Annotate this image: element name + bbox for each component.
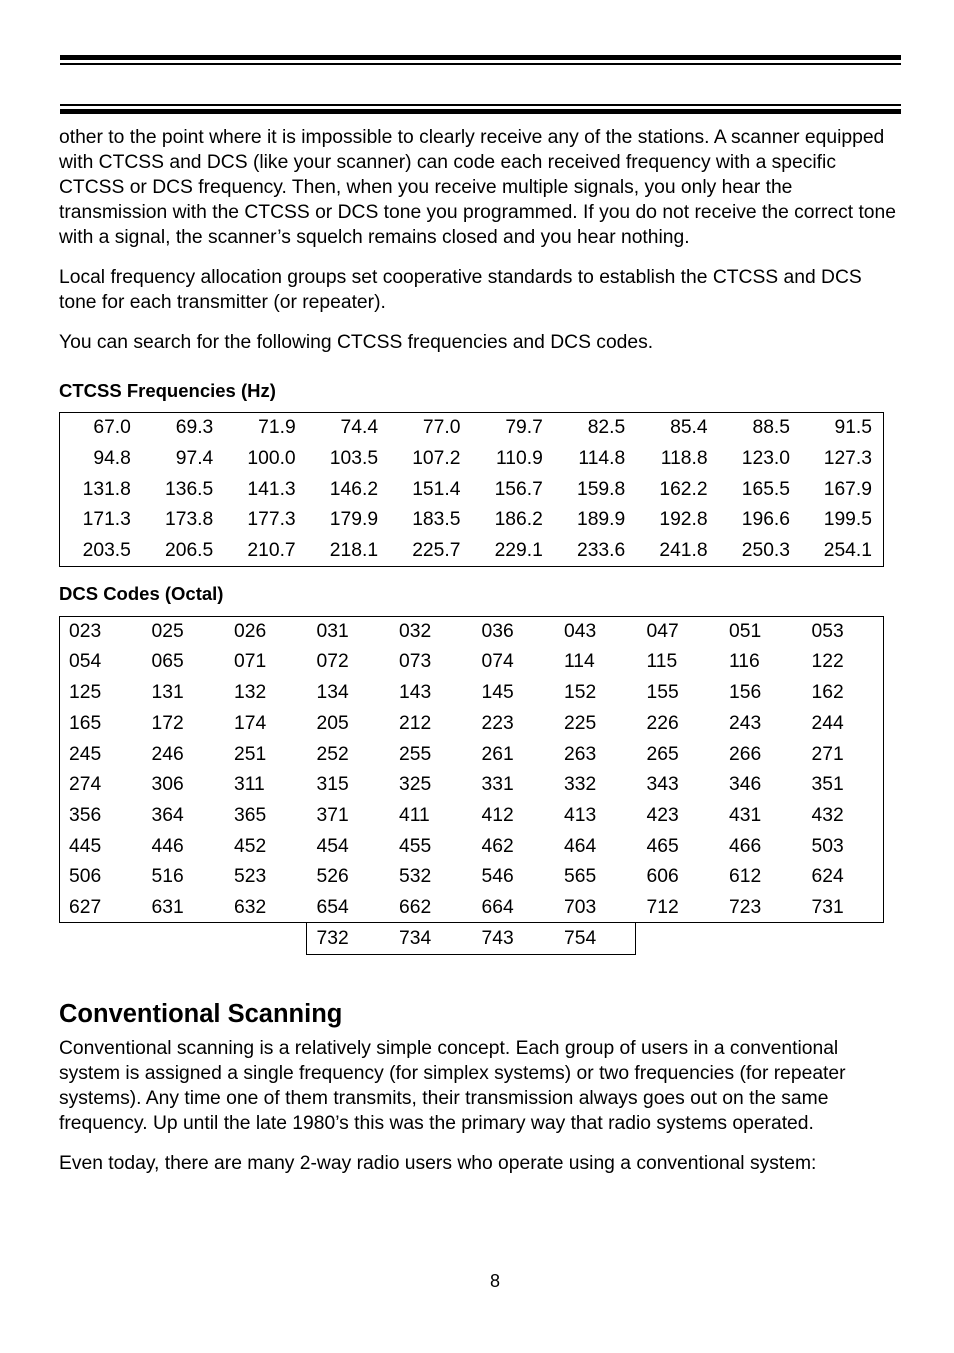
ctcss-cell: 94.8 <box>93 448 131 470</box>
intro-paragraph-3: You can search for the following CTCSS frequencies and DCS codes. <box>59 332 654 353</box>
dcs-cell: 265 <box>646 743 679 765</box>
dcs-cell: 072 <box>316 651 349 673</box>
ctcss-cell: 97.4 <box>175 448 214 470</box>
dcs-cell <box>719 923 802 954</box>
dcs-cell: 274 <box>69 774 102 796</box>
dcs-cell: 662 <box>399 896 432 918</box>
dcs-cell: 134 <box>316 682 349 704</box>
ctcss-row <box>60 444 884 475</box>
dcs-cell: 165 <box>69 712 102 734</box>
dcs-row <box>59 862 884 893</box>
dcs-cell: 047 <box>646 620 679 642</box>
dcs-cell: 244 <box>811 712 844 734</box>
dcs-cell: 315 <box>316 774 349 796</box>
ctcss-table <box>59 412 884 567</box>
dcs-cell: 252 <box>316 743 349 765</box>
dcs-cell: 325 <box>399 774 432 796</box>
dcs-cell: 174 <box>234 712 267 734</box>
ctcss-cell: 177.3 <box>247 509 296 531</box>
ctcss-cell: 229.1 <box>494 540 543 562</box>
dcs-cell: 664 <box>481 896 514 918</box>
dcs-cell: 365 <box>234 804 267 826</box>
ctcss-cell: 123.0 <box>741 448 791 470</box>
dcs-cell <box>59 923 142 954</box>
dcs-cell: 466 <box>729 835 762 857</box>
section-paragraph-1: Conventional scanning is a relatively simple concept. Each group of users in a conventional system is assigned a single frequency (for simplex systems) or two frequencies (for repeater systems). Any time one of them transmits, their transmission always goes out on the same frequency. Up until the late 1980’s this was the primary way that radio systems operated. <box>59 1038 846 1134</box>
ctcss-cell: 162.2 <box>659 478 708 500</box>
dcs-row <box>59 647 884 678</box>
dcs-cell: 311 <box>234 774 265 796</box>
dcs-cell: 245 <box>69 743 102 765</box>
dcs-cell: 054 <box>69 651 102 673</box>
ctcss-cell: 127.3 <box>823 448 872 470</box>
dcs-cell: 523 <box>234 866 267 888</box>
ctcss-cell: 91.5 <box>834 417 872 439</box>
header-rule-bottom <box>60 104 901 114</box>
ctcss-cell: 67.0 <box>93 417 131 439</box>
header-rule-top <box>60 55 901 65</box>
ctcss-cell: 100.0 <box>247 448 296 470</box>
dcs-row <box>59 770 884 801</box>
ctcss-cell: 173.8 <box>165 509 214 531</box>
dcs-cell: 731 <box>811 896 844 918</box>
ctcss-cell: 218.1 <box>329 540 379 562</box>
ctcss-cell: 156.7 <box>494 478 543 500</box>
ctcss-cell: 114.8 <box>578 448 626 470</box>
dcs-cell: 071 <box>234 651 267 673</box>
ctcss-row <box>60 505 884 536</box>
dcs-cell: 152 <box>564 682 597 704</box>
dcs-cell: 546 <box>481 866 514 888</box>
dcs-cell <box>637 923 720 954</box>
dcs-cell: 143 <box>399 682 432 704</box>
dcs-cell: 371 <box>316 804 349 826</box>
dcs-cell: 606 <box>646 866 679 888</box>
dcs-cell: 155 <box>646 682 679 704</box>
dcs-cell: 156 <box>729 682 762 704</box>
intro-paragraph-2: Local frequency allocation groups set cooperative standards to establish the CTCSS and DCS tone for each transmitter (or repeater). <box>59 267 862 313</box>
dcs-cell: 351 <box>811 774 844 796</box>
dcs-cell: 411 <box>399 804 430 826</box>
ctcss-cell: 179.9 <box>329 509 379 531</box>
ctcss-cell: 206.5 <box>165 540 214 562</box>
dcs-cell: 455 <box>399 835 432 857</box>
dcs-cell: 122 <box>811 651 844 673</box>
ctcss-cell: 241.8 <box>659 540 708 562</box>
dcs-row <box>59 678 884 709</box>
dcs-cell: 445 <box>69 835 102 857</box>
dcs-cell: 343 <box>646 774 679 796</box>
ctcss-cell: 250.3 <box>741 540 791 562</box>
page-number: 8 <box>489 1271 500 1291</box>
ctcss-cell: 210.7 <box>247 540 296 562</box>
section-title: Conventional Scanning <box>59 1000 343 1028</box>
dcs-cell: 043 <box>564 620 597 642</box>
ctcss-cell: 203.5 <box>82 540 131 562</box>
dcs-cell: 532 <box>399 866 432 888</box>
dcs-cell: 356 <box>69 804 102 826</box>
dcs-cell: 732 <box>316 927 349 949</box>
dcs-cell: 036 <box>481 620 514 642</box>
dcs-cell <box>224 923 307 954</box>
dcs-cell: 115 <box>646 651 678 673</box>
ctcss-cell: 88.5 <box>752 417 791 439</box>
dcs-cell: 431 <box>729 804 762 826</box>
dcs-table <box>59 616 884 954</box>
dcs-cell: 624 <box>811 866 844 888</box>
ctcss-cell: 141.3 <box>247 478 296 500</box>
dcs-cell <box>802 923 885 954</box>
dcs-cell: 073 <box>399 651 432 673</box>
dcs-cell: 032 <box>399 620 432 642</box>
dcs-cell: 026 <box>234 620 267 642</box>
ctcss-cell: 146.2 <box>329 478 379 500</box>
dcs-cell: 306 <box>151 774 184 796</box>
dcs-cell: 065 <box>151 651 184 673</box>
ctcss-cell: 71.9 <box>258 417 296 439</box>
dcs-cell: 053 <box>811 620 844 642</box>
dcs-heading: DCS Codes (Octal) <box>59 583 224 605</box>
dcs-cell: 446 <box>151 835 184 857</box>
ctcss-cell: 136.5 <box>165 478 214 500</box>
dcs-cell: 225 <box>564 712 597 734</box>
dcs-cell: 266 <box>729 743 762 765</box>
dcs-cell: 452 <box>234 835 267 857</box>
dcs-cell: 243 <box>729 712 762 734</box>
page-content <box>59 125 899 1176</box>
ctcss-cell: 79.7 <box>505 417 543 439</box>
ctcss-cell: 82.5 <box>587 417 626 439</box>
dcs-cell: 074 <box>481 651 514 673</box>
dcs-cell: 506 <box>69 866 102 888</box>
ctcss-cell: 165.5 <box>741 478 791 500</box>
dcs-cell: 516 <box>151 866 184 888</box>
dcs-cell: 205 <box>316 712 349 734</box>
dcs-cell: 464 <box>564 835 597 857</box>
dcs-cell: 654 <box>316 896 349 918</box>
dcs-cell: 712 <box>646 896 679 918</box>
dcs-row <box>59 923 884 954</box>
ctcss-cell: 118.8 <box>660 448 708 470</box>
ctcss-row <box>60 413 884 444</box>
ctcss-cell: 196.6 <box>741 509 791 531</box>
dcs-cell: 025 <box>151 620 184 642</box>
dcs-cell: 412 <box>481 804 514 826</box>
dcs-cell: 255 <box>399 743 432 765</box>
dcs-cell: 632 <box>234 896 267 918</box>
dcs-cell: 413 <box>564 804 597 826</box>
ctcss-cell: 254.1 <box>823 540 872 562</box>
dcs-cell: 743 <box>481 927 514 949</box>
ctcss-cell: 171.3 <box>82 509 131 531</box>
ctcss-cell: 103.5 <box>329 448 379 470</box>
dcs-row <box>59 831 884 862</box>
dcs-cell: 172 <box>151 712 184 734</box>
dcs-cell: 226 <box>646 712 679 734</box>
dcs-cell: 246 <box>151 743 184 765</box>
ctcss-cell: 225.7 <box>412 540 461 562</box>
dcs-table-wrap <box>59 616 899 954</box>
ctcss-cell: 131.8 <box>82 478 131 500</box>
dcs-cell: 465 <box>646 835 679 857</box>
dcs-cell: 331 <box>481 774 514 796</box>
dcs-cell: 432 <box>811 804 844 826</box>
dcs-cell: 462 <box>481 835 514 857</box>
ctcss-row <box>60 474 884 505</box>
ctcss-cell: 199.5 <box>823 509 872 531</box>
intro-paragraph-1: other to the point where it is impossible to clearly receive any of the stations. A scanner equipped with CTCSS and DCS (like your scanner) can code each received frequency with a specific CTCSS or DCS frequency. Then, when you receive multiple signals, you only hear the transmission with the CTCSS or DCS tone you programmed. If you do not receive the correct tone with a signal, the scanner’s squelch remains closed and you hear nothing. <box>59 127 896 248</box>
dcs-cell: 612 <box>729 866 762 888</box>
dcs-cell <box>142 923 225 954</box>
dcs-cell: 454 <box>316 835 349 857</box>
dcs-cell: 526 <box>316 866 349 888</box>
ctcss-cell: 159.8 <box>576 478 626 500</box>
dcs-cell: 734 <box>399 927 432 949</box>
dcs-cell: 251 <box>234 743 267 765</box>
dcs-cell: 723 <box>729 896 762 918</box>
dcs-cell: 031 <box>316 620 349 642</box>
dcs-cell: 271 <box>811 743 844 765</box>
dcs-cell: 223 <box>481 712 514 734</box>
ctcss-cell: 167.9 <box>823 478 872 500</box>
dcs-cell: 261 <box>481 743 514 765</box>
dcs-row <box>59 801 884 832</box>
ctcss-cell: 233.6 <box>576 540 626 562</box>
dcs-cell: 565 <box>564 866 597 888</box>
dcs-cell: 631 <box>151 896 184 918</box>
dcs-cell: 051 <box>729 620 762 642</box>
dcs-cell: 423 <box>646 804 679 826</box>
ctcss-heading: CTCSS Frequencies (Hz) <box>59 380 276 401</box>
ctcss-cell: 69.3 <box>175 417 214 439</box>
dcs-cell: 703 <box>564 896 597 918</box>
dcs-row <box>59 616 884 647</box>
ctcss-cell: 77.0 <box>422 417 461 439</box>
dcs-cell: 125 <box>69 682 102 704</box>
dcs-cell: 114 <box>564 651 595 673</box>
ctcss-cell: 74.4 <box>340 417 379 439</box>
ctcss-row <box>60 536 884 567</box>
ctcss-cell: 186.2 <box>494 509 543 531</box>
dcs-cell: 131 <box>151 682 184 704</box>
dcs-cell: 212 <box>399 712 432 734</box>
dcs-cell: 132 <box>234 682 267 704</box>
ctcss-cell: 151.4 <box>412 478 461 500</box>
ctcss-cell: 107.2 <box>412 448 461 470</box>
dcs-cell: 116 <box>729 651 760 673</box>
dcs-cell: 145 <box>481 682 514 704</box>
dcs-cell: 627 <box>69 896 102 918</box>
ctcss-cell: 183.5 <box>412 509 461 531</box>
dcs-row <box>59 739 884 770</box>
ctcss-cell: 192.8 <box>659 509 708 531</box>
dcs-cell: 754 <box>564 927 597 949</box>
dcs-cell: 263 <box>564 743 597 765</box>
ctcss-cell: 110.9 <box>496 448 543 470</box>
dcs-cell: 162 <box>811 682 844 704</box>
dcs-cell: 503 <box>811 835 844 857</box>
ctcss-cell: 189.9 <box>576 509 626 531</box>
dcs-cell: 023 <box>69 620 102 642</box>
dcs-row <box>59 893 884 924</box>
section-paragraph-2: Even today, there are many 2-way radio users who operate using a conventional system: <box>59 1153 817 1174</box>
dcs-cell: 364 <box>151 804 184 826</box>
dcs-cell: 346 <box>729 774 762 796</box>
ctcss-cell: 85.4 <box>670 417 708 439</box>
dcs-cell: 332 <box>564 774 597 796</box>
dcs-row <box>59 709 884 740</box>
